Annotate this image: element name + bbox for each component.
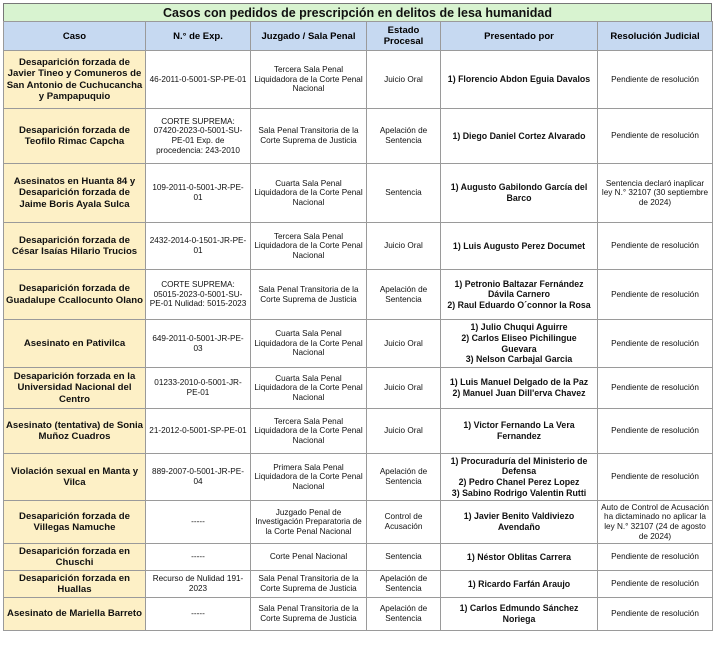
cell-juzgado: Juzgado Penal de Investigación Preparatoria de la Corte Penal Nacional (251, 501, 367, 544)
cell-presentado (441, 409, 598, 454)
cell-caso: Violación sexual en Manta y Vilca (4, 454, 146, 501)
cell-presentado (441, 571, 598, 598)
table-row (4, 501, 713, 544)
cell-juzgado: Primera Sala Penal Liquidadora de la Corte Penal Nacional (251, 454, 367, 501)
cell-caso: Desaparición forzada de Javier Tineo y Comuneros de San Antonio de Cuchucancha y Pampapuquio (4, 51, 146, 109)
presenter-entry: 2) Manuel Juan Dill'erva Chavez (452, 388, 586, 398)
header-estado: Estado Procesal (367, 22, 441, 51)
cell-exp: ----- (146, 598, 251, 631)
cell-juzgado: Tercera Sala Penal Liquidadora de la Corte Penal Nacional (251, 51, 367, 109)
presenter-entry: 3) Sabino Rodrigo Valentin Rutti (451, 487, 587, 498)
presenter-entry: 1) Javier Benito Valdiviezo Avendaño (463, 511, 575, 532)
cell-presentado (441, 109, 598, 164)
presenter-entry: 1) Carlos Edmundo Sánchez Noriega (459, 603, 579, 624)
cell-caso: Desaparición forzada de César Isaías Hilario Trucios (4, 223, 146, 270)
cell-exp: 46-2011-0-5001-SP-PE-01 (146, 51, 251, 109)
cell-exp: 649-2011-0-5001-JR-PE-03 (146, 320, 251, 368)
cell-caso: Desaparición forzada en Huallas (4, 571, 146, 598)
cell-presentado (441, 501, 598, 544)
cell-estado: Juicio Oral (367, 223, 441, 270)
cell-estado: Apelación de Sentencia (367, 454, 441, 501)
cell-exp: 01233-2010-0-5001-JR-PE-01 (146, 368, 251, 409)
presenter-entry: 1) Luis Manuel Delgado de la Paz (449, 377, 589, 388)
cell-presentado (441, 164, 598, 223)
table-row (4, 598, 713, 631)
table-row (4, 454, 713, 501)
presenter-entry: 1) Julio Chuqui Aguirre (470, 322, 568, 333)
cell-juzgado: Sala Penal Transitoria de la Corte Suprema de Justicia (251, 571, 367, 598)
header-resolucion: Resolución Judicial (598, 22, 713, 51)
cell-caso: Desaparición forzada de Guadalupe Ccallocunto Olano (4, 270, 146, 320)
cell-presentado (441, 51, 598, 109)
cell-caso: Desaparición forzada de Villegas Namuche (4, 501, 146, 544)
cell-exp: CORTE SUPREMA: 07420-2023-0-5001-SU-PE-01 Exp. de procedencia: 243-2010 (146, 109, 251, 164)
presenter-entry: 1) Augusto Gabilondo García del Barco (450, 182, 588, 203)
cell-resolucion: Pendiente de resolución (598, 320, 713, 368)
cell-resolucion: Pendiente de resolución (598, 571, 713, 598)
cell-juzgado: Tercera Sala Penal Liquidadora de la Corte Penal Nacional (251, 409, 367, 454)
cell-resolucion: Pendiente de resolución (598, 51, 713, 109)
table-row (4, 270, 713, 320)
cell-presentado (441, 270, 598, 320)
presenter-entry: 2) Carlos Eliseo Pichilingue Guevara (461, 332, 577, 354)
presenter-entry: 1) Luis Augusto Perez Documet (452, 240, 586, 251)
cell-exp: 889-2007-0-5001-JR-PE-04 (146, 454, 251, 501)
cell-estado: Apelación de Sentencia (367, 598, 441, 631)
cell-estado: Apelación de Sentencia (367, 109, 441, 164)
presenter-entry: 1) Ricardo Farfán Araujo (467, 578, 571, 589)
cell-juzgado: Cuarta Sala Penal Liquidadora de la Corte Penal Nacional (251, 320, 367, 368)
cell-caso: Asesinatos en Huanta 84 y Desaparición forzada de Jaime Boris Ayala Sulca (4, 164, 146, 223)
cell-exp: ----- (146, 544, 251, 571)
table-body (4, 51, 713, 631)
cell-caso: Asesinato (tentativa) de Sonia Muñoz Cuadros (4, 409, 146, 454)
cell-caso: Desaparición forzada en la Universidad Nacional del Centro (4, 368, 146, 409)
presenter-entry: 1) Petronio Baltazar Fernández Dávila Carnero (454, 278, 584, 300)
cell-resolucion: Pendiente de resolución (598, 598, 713, 631)
cell-estado: Juicio Oral (367, 368, 441, 409)
cell-resolucion: Pendiente de resolución (598, 109, 713, 164)
cell-estado: Sentencia (367, 544, 441, 571)
header-row (4, 22, 713, 51)
table-row (4, 51, 713, 109)
cell-juzgado: Sala Penal Transitoria de la Corte Suprema de Justicia (251, 270, 367, 320)
table-row (4, 223, 713, 270)
cell-resolucion: Pendiente de resolución (598, 409, 713, 454)
cell-resolucion: Pendiente de resolución (598, 454, 713, 501)
cell-estado: Apelación de Sentencia (367, 270, 441, 320)
presenter-entry: 1) Procuraduría del Ministerio de Defensa (450, 455, 588, 477)
cell-resolucion: Auto de Control de Acusación ha dictaminado no aplicar la ley N.° 32107 (24 de agosto de 2024) (598, 501, 713, 544)
header-caso: Caso (4, 22, 146, 51)
table-row (4, 164, 713, 223)
cell-resolucion: Pendiente de resolución (598, 270, 713, 320)
table-row (4, 320, 713, 368)
table-title: Casos con pedidos de prescripción en delitos de lesa humanidad (3, 3, 712, 21)
cell-caso: Asesinato de Mariella Barreto (4, 598, 146, 631)
header-presentado: Presentado por (441, 22, 598, 51)
table-row (4, 109, 713, 164)
cell-juzgado: Corte Penal Nacional (251, 544, 367, 571)
header-exp: N.° de Exp. (146, 22, 251, 51)
cell-estado: Juicio Oral (367, 51, 441, 109)
cell-exp: 2432-2014-0-1501-JR-PE-01 (146, 223, 251, 270)
cell-juzgado: Cuarta Sala Penal Liquidadora de la Corte Penal Nacional (251, 368, 367, 409)
cell-exp: 21-2012-0-5001-SP-PE-01 (146, 409, 251, 454)
cases-table (3, 21, 713, 631)
cell-presentado (441, 544, 598, 571)
cell-caso: Asesinato en Pativilca (4, 320, 146, 368)
cell-juzgado: Tercera Sala Penal Liquidadora de la Corte Penal Nacional (251, 223, 367, 270)
table-row (4, 544, 713, 571)
cell-resolucion: Pendiente de resolución (598, 544, 713, 571)
cell-estado: Control de Acusación (367, 501, 441, 544)
presenter-entry: 2) Pedro Chanel Perez Lopez (458, 477, 580, 487)
presenter-entry: 1) Néstor Oblitas Carrera (466, 551, 572, 562)
cell-presentado (441, 598, 598, 631)
cell-exp: 109-2011-0-5001-JR-PE-01 (146, 164, 251, 223)
presenter-entry: 1) Diego Daniel Cortez Alvarado (452, 130, 586, 141)
cell-presentado (441, 223, 598, 270)
cell-exp: Recurso de Nulidad 191-2023 (146, 571, 251, 598)
presenter-entry: 2) Raul Eduardo O´connor la Rosa (447, 299, 591, 310)
cell-presentado (441, 454, 598, 501)
prescription-cases-table-wrapper (3, 3, 712, 631)
cell-presentado (441, 320, 598, 368)
cell-resolucion: Sentencia declaró inaplicar ley N.° 32107 (30 septiembre de 2024) (598, 164, 713, 223)
cell-resolucion: Pendiente de resolución (598, 368, 713, 409)
cell-estado: Sentencia (367, 164, 441, 223)
cell-caso: Desaparición forzada de Teofilo Rimac Capcha (4, 109, 146, 164)
presenter-entry: 1) Florencio Abdon Eguia Davalos (447, 74, 591, 85)
cell-juzgado: Sala Penal Transitoria de la Corte Suprema de Justicia (251, 109, 367, 164)
header-juzgado: Juzgado / Sala Penal (251, 22, 367, 51)
cell-estado: Juicio Oral (367, 409, 441, 454)
cell-juzgado: Sala Penal Transitoria de la Corte Suprema de Justicia (251, 598, 367, 631)
table-row (4, 409, 713, 454)
table-row (4, 571, 713, 598)
cell-exp: ----- (146, 501, 251, 544)
cell-juzgado: Cuarta Sala Penal Liquidadora de la Corte Penal Nacional (251, 164, 367, 223)
presenter-entry: 1) Victor Fernando La Vera Fernandez (463, 420, 575, 441)
cell-caso: Desaparición forzada en Chuschi (4, 544, 146, 571)
cell-presentado (441, 368, 598, 409)
cell-resolucion: Pendiente de resolución (598, 223, 713, 270)
cell-exp: CORTE SUPREMA: 05015-2023-0-5001-SU-PE-01 Nulidad: 5015-2023 (146, 270, 251, 320)
table-row (4, 368, 713, 409)
cell-estado: Apelación de Sentencia (367, 571, 441, 598)
presenter-entry: 3) Nelson Carbajal Garcia (465, 354, 573, 365)
cell-estado: Juicio Oral (367, 320, 441, 368)
